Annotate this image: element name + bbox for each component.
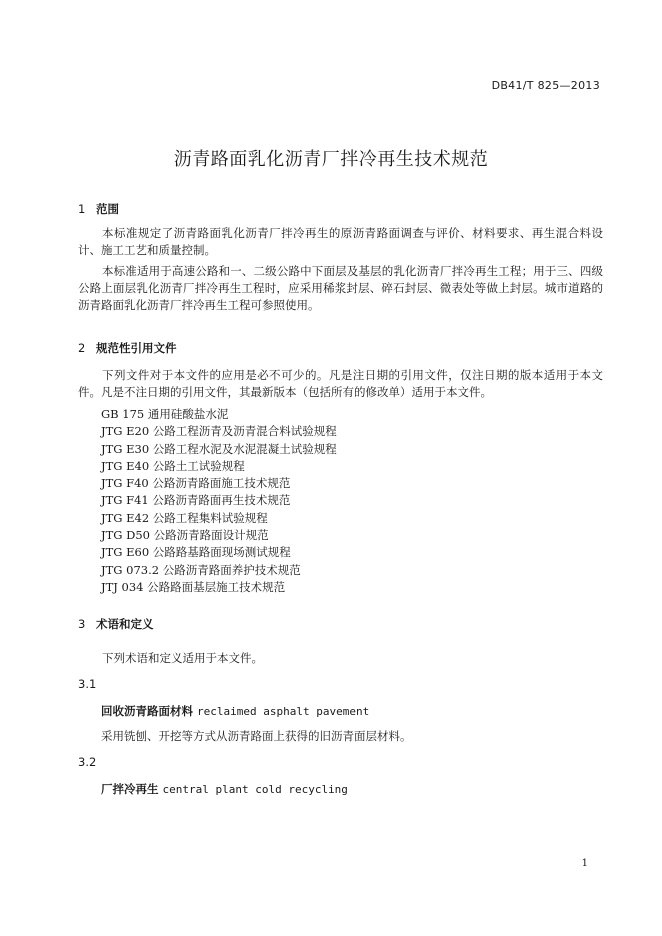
document-number: DB41/T 825—2013: [491, 79, 600, 92]
section-title: 规范性引用文件: [96, 341, 177, 355]
term-english: central plant cold recycling: [162, 783, 348, 796]
reference-item: JTG E60 公路路基路面现场测试规程: [101, 545, 291, 560]
page-number: 1: [581, 858, 588, 869]
document-title: 沥青路面乳化沥青厂拌冷再生技术规范: [173, 149, 489, 170]
reference-item: JTG E30 公路工程水泥及水泥混凝土试验规程: [101, 441, 337, 456]
section-heading-normative: [78, 340, 177, 356]
reference-item: JTG E42 公路工程集料试验规程: [101, 510, 268, 525]
reference-item: JTG 073.2 公路沥青路面养护技术规范: [101, 562, 301, 577]
section-number: 1: [78, 202, 86, 216]
scope-paragraph-2: 本标准适用于高速公路和一、二级公路中下面层及基层的乳化沥青厂拌冷再生工程；用于三、四级公路上面层乳化沥青厂拌冷再生工程时，应采用稀浆封层、碎石封层、微表处等做上封层。城市道路的沥青路面乳化沥青厂拌冷再生工程可参照使用。: [78, 264, 603, 312]
reference-item: JTG F40 公路沥青路面施工技术规范: [101, 476, 291, 491]
term-entry: [101, 781, 348, 797]
section-number: 3: [78, 617, 86, 631]
section-title: 范围: [96, 202, 119, 216]
term-definition: 采用铣刨、开挖等方式从沥青路面上获得的旧沥青面层材料。: [101, 729, 412, 743]
reference-item: JTG F41 公路沥青路面再生技术规范: [101, 493, 291, 508]
reference-item: JTG E20 公路工程沥青及沥青混合料试验规程: [101, 424, 337, 439]
reference-item: JTG E40 公路土工试验规程: [101, 458, 245, 473]
term-entry: [101, 703, 369, 719]
section-title: 术语和定义: [96, 617, 154, 631]
section-heading-terms: [78, 616, 154, 632]
reference-item: JTG D50 公路沥青路面设计规范: [101, 528, 269, 543]
reference-item: GB 175 通用硅酸盐水泥: [101, 407, 229, 421]
reference-item: JTJ 034 公路路面基层施工技术规范: [101, 579, 286, 594]
term-chinese: 厂拌冷再生: [101, 782, 159, 796]
terms-intro: 下列术语和定义适用于本文件。: [102, 651, 263, 665]
term-number: 3.1: [78, 677, 97, 691]
section-heading-scope: [78, 201, 119, 217]
term-chinese: 回收沥青路面材料: [101, 704, 193, 718]
normative-intro: 下列文件对于本文件的应用是必不可少的。凡是注日期的引用文件，仅注日期的版本适用于本文件。凡是不注日期的引用文件，其最新版本（包括所有的修改单）适用于本文件。: [78, 368, 603, 399]
reference-list: [101, 406, 337, 596]
scope-paragraph-1: 本标准规定了沥青路面乳化沥青厂拌冷再生的原沥青路面调查与评价、材料要求、再生混合料设计、施工工艺和质量控制。: [78, 226, 603, 257]
term-number: 3.2: [78, 755, 97, 769]
section-number: 2: [78, 341, 86, 355]
term-english: reclaimed asphalt pavement: [197, 705, 370, 718]
